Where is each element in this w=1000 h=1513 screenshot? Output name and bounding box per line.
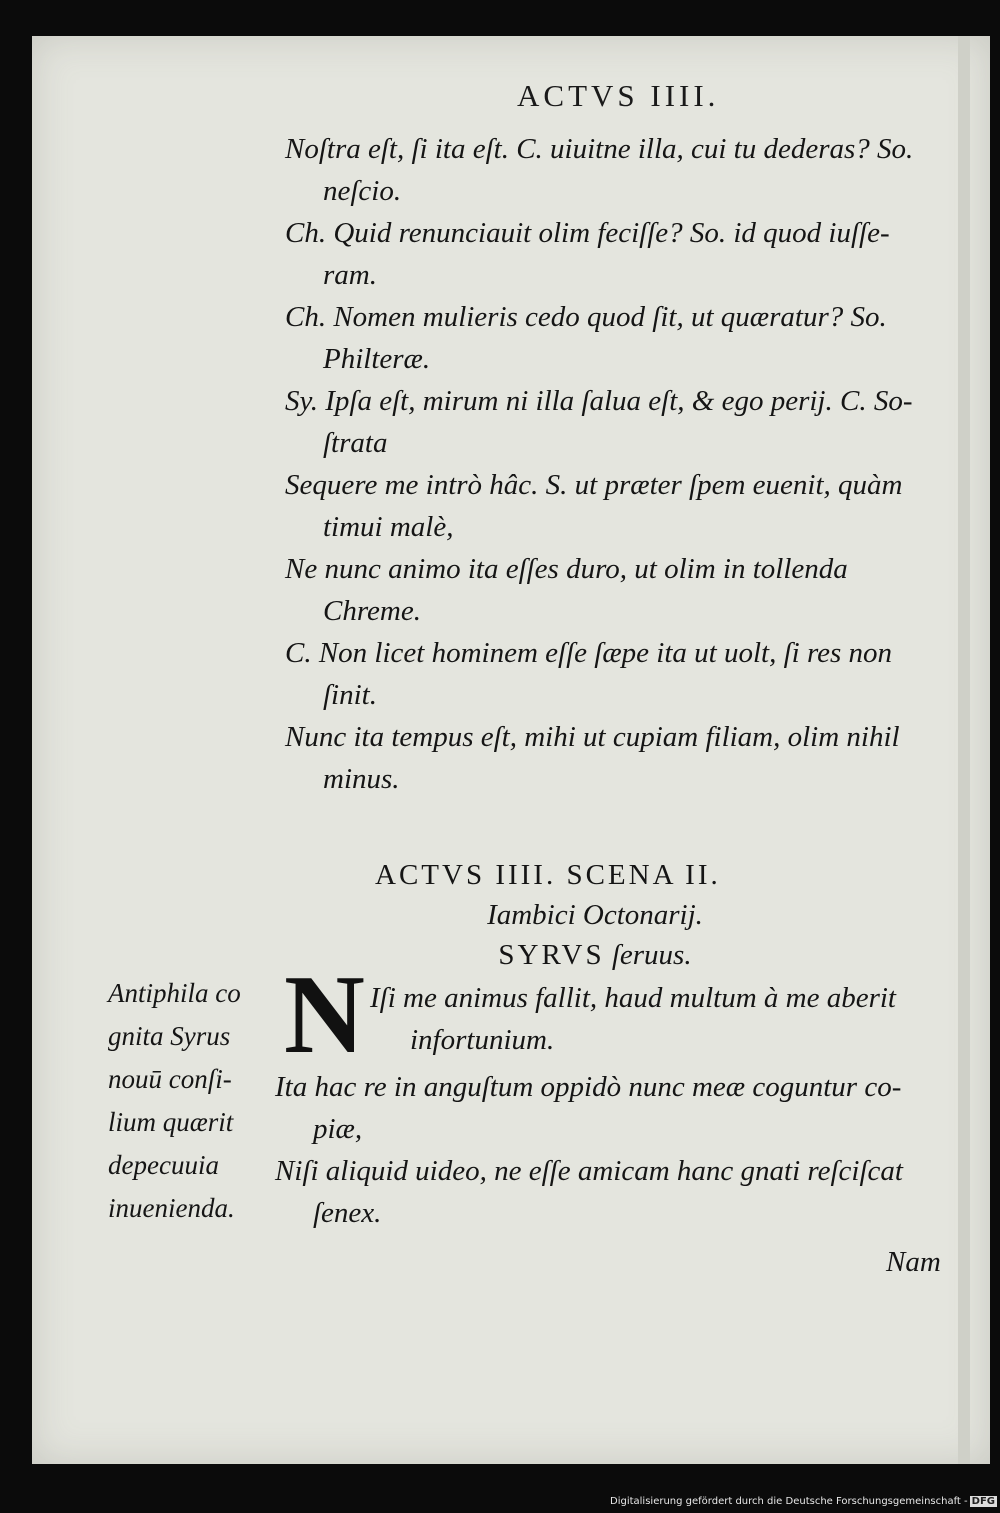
text-line: Nunc ita tempus eſt, mihi ut cupiam filiam, olim nihil [285, 721, 900, 753]
text-line: Noſtra eſt, ſi ita eſt. C. uiuitne illa, cui tu dederas? So. [285, 133, 914, 165]
drop-line-2: infortunium. [410, 1024, 555, 1056]
text-line: C. Non licet hominem eſſe ſæpe ita ut uolt, ſi res non [285, 637, 893, 669]
text-line: Ch. Nomen mulieris cedo quod ſit, ut quæratur? So. [285, 301, 887, 333]
drop-cap-letter: N [284, 953, 365, 1077]
text-line: Chreme. [323, 595, 421, 627]
main-text-block [285, 128, 965, 800]
scene-meter: Iambici Octonarij. [487, 899, 703, 931]
scene-speaker [335, 935, 855, 975]
margin-note-line: nouū conſi- [108, 1064, 232, 1094]
footer-text: Digitalisierung gefördert durch die Deutsche Forschungsgemeinschaft - [610, 1496, 968, 1507]
text-line: Sy. Ipſa eſt, mirum ni illa ſalua eſt, & ego perij. C. So- [285, 385, 913, 417]
scene-title: ACTVS IIII. SCENA II. [375, 859, 721, 891]
marginal-note [108, 972, 278, 1230]
text-line: ram. [323, 259, 377, 291]
scene-heading [375, 855, 855, 975]
text-line: piæ, [313, 1113, 363, 1145]
text-line: Ita hac re in anguſtum oppidò nunc meæ coguntur co- [275, 1071, 902, 1103]
text-line: minus. [323, 763, 400, 795]
text-line: Philteræ. [323, 343, 431, 375]
catchword: Nam [886, 1246, 941, 1278]
text-line: ſenex. [313, 1197, 382, 1229]
speaker-name: SYRVS [498, 939, 605, 971]
text-line: timui malè, [323, 511, 454, 543]
text-line: ſinit. [323, 679, 377, 711]
drop-line-1: Iſi me animus fallit, haud multum à me aberit [370, 982, 896, 1014]
text-line: neſcio. [323, 175, 402, 207]
dfg-logo: DFG [971, 1496, 995, 1507]
running-header: ACTVS IIII. [517, 78, 720, 113]
margin-note-line: Antiphila co [108, 978, 241, 1008]
speaker-role: ſeruus. [611, 939, 692, 971]
text-line: ſtrata [323, 427, 388, 459]
footer-credit [610, 1496, 997, 1507]
margin-note-line: lium quærit [108, 1107, 234, 1137]
margin-note-line: inuenienda. [108, 1193, 235, 1223]
main-text-block-2 [275, 1066, 965, 1234]
text-line: Ch. Quid renunciauit olim feciſſe? So. id quod iuſſe- [285, 217, 890, 249]
text-line: Sequere me intrò hâc. S. ut præter ſpem euenit, quàm [285, 469, 903, 501]
text-line: Ne nunc animo ita eſſes duro, ut olim in tollenda [285, 553, 848, 585]
text-line: Niſi aliquid uideo, ne eſſe amicam hanc gnati reſciſcat [275, 1155, 903, 1187]
margin-note-line: depecuuia [108, 1150, 219, 1180]
margin-note-line: gnita Syrus [108, 1021, 231, 1051]
